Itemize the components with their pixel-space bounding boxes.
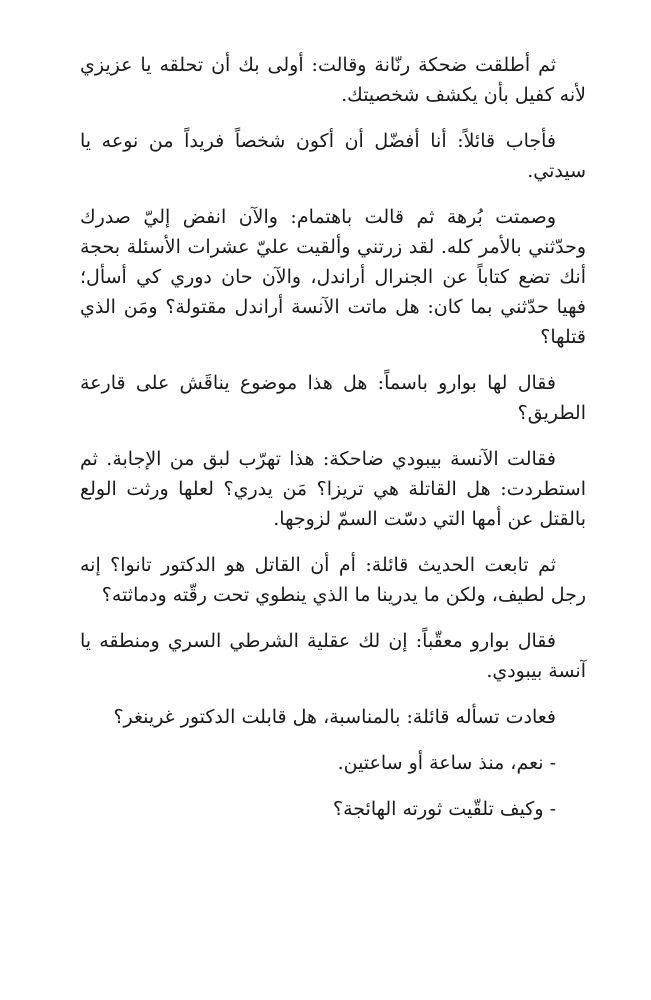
dialogue-line: - نعم، منذ ساعة أو ساعتين.	[337, 752, 556, 774]
paragraph: ثم أطلقت ضحكة رنّانة وقالت: أولى بك أن تحلقه يا عزيزي لأنه كفيل بأن يكشف شخصيتك.	[80, 54, 586, 106]
paragraph: فعادت تسأله قائلة: بالمناسبة، هل قابلت الدكتور غرينغر؟	[113, 706, 556, 728]
dialogue-line: - وكيف تلقّيت ثورته الهائجة؟	[333, 798, 556, 820]
paragraph: ثم تابعت الحديث قائلة: أم أن القاتل هو الدكتور تانوا؟ إنه رجل لطيف، ولكن ما يدرينا ما الذي ينطوي تحت رقّته ودماثته؟	[80, 554, 586, 606]
paragraph: فقال بوارو معقّباً: إن لك عقلية الشرطي السري ومنطقه يا آنسة بيبودي.	[80, 630, 586, 682]
paragraph: فقال لها بوارو باسماً: هل هذا موضوع يناقَش على قارعة الطريق؟	[80, 372, 586, 424]
book-page	[80, 50, 586, 840]
paragraph: فأجاب قائلاً: أنا أفضّل أن أكون شخصاً فريداً من نوعه يا سيدتي.	[80, 130, 586, 182]
paragraph: فقالت الآنسة بيبودي ضاحكة: هذا تهرّب لبق من الإجابة. ثم استطردت: هل القاتلة هي تريزا؟ مَن يدري؟ لعلها ورثت الولع بالقتل عن أمها التي دسّت السمّ لزوجها.	[80, 448, 586, 530]
paragraph: وصمتت بُرهة ثم قالت باهتمام: والآن انفض إليّ صدرك وحدّثني بالأمر كله. لقد زرتني وألقيت عليّ عشرات الأسئلة بحجة أنك تضع كتاباً عن الجنرال أراندل، والآن حان دوري كي أسأل؛ فهيا حدّثني بما كان: هل ماتت الآنسة أراندل مقتولة؟ ومَن الذي قتلها؟	[80, 206, 586, 348]
